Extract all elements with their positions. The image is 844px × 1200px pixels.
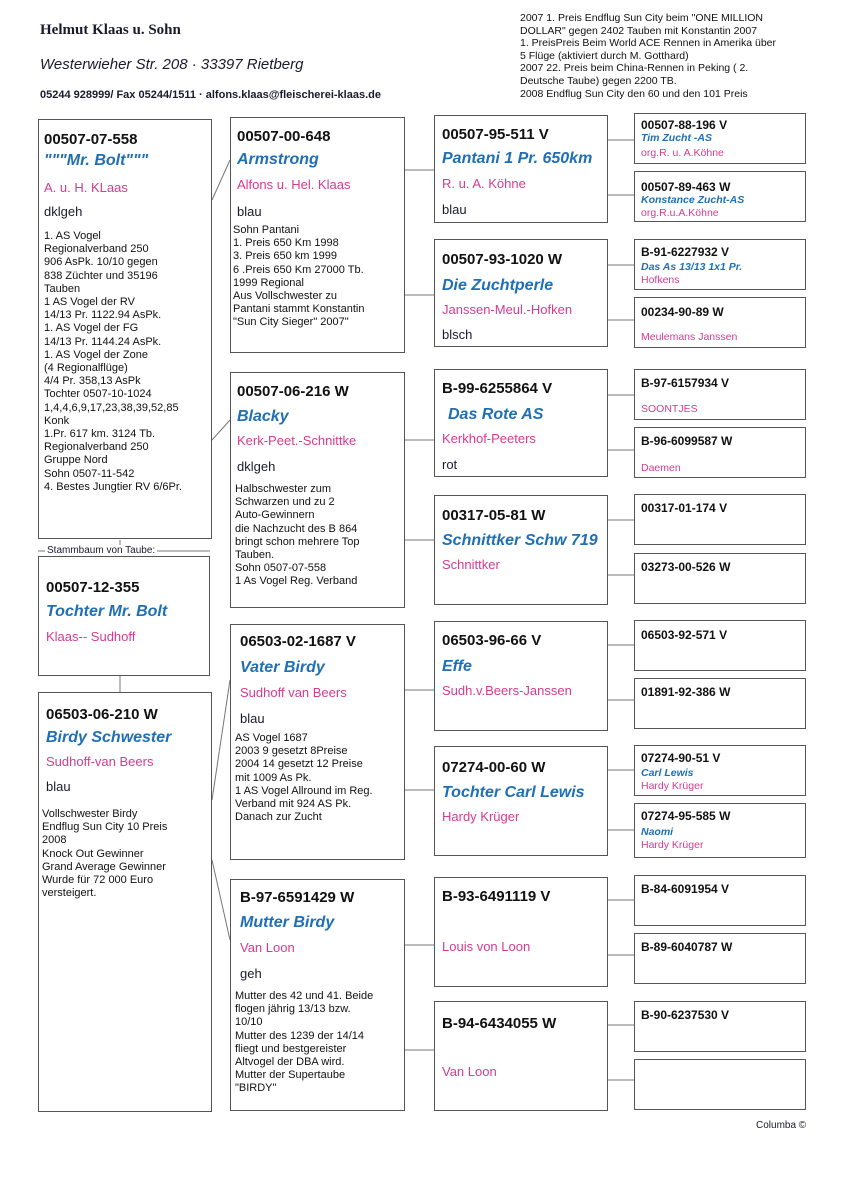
gen2-notes: Halbschwester zum Schwarzen und zu 2 Auto-Gewinnern die Nachzucht des B 864 bringt schon mehrere Top Tauben. Sohn 0507-07-558 1 As Vogel Reg. Verband: [235, 483, 360, 588]
gen4-breeder: Meulemans Janssen: [641, 331, 738, 343]
gen2-card: [230, 372, 405, 608]
gen3-name: Die Zuchtperle: [442, 277, 554, 294]
dam-card: [38, 692, 212, 1112]
gen3-card: [434, 621, 608, 731]
gen4-card: [634, 678, 806, 729]
gen3-breeder: Louis von Loon: [442, 939, 531, 954]
dam-color: blau: [46, 779, 71, 794]
gen3-ring: 00317-05-81 W: [442, 507, 546, 524]
breeder-address: Westerwieher Str. 208 · 33397 Rietberg: [40, 56, 304, 73]
sire-ring: 00507-07-558: [44, 131, 138, 148]
sire-color: dklgeh: [44, 204, 83, 219]
gen4-card: [634, 113, 806, 164]
stammbaum-label: Stammbaum von Taube:: [47, 545, 156, 556]
gen4-ring: 07274-90-51 V: [641, 751, 721, 765]
gen3-ring: 06503-96-66 V: [442, 632, 542, 649]
gen4-ring: B-84-6091954 V: [641, 882, 730, 896]
gen3-card: [434, 369, 608, 477]
dam-name: Birdy Schwester: [46, 729, 172, 746]
gen2-breeder: Kerk-Peet.-Schnittke: [237, 433, 357, 448]
gen4-breeder: org.R. u. A.Köhne: [641, 147, 724, 159]
gen4-ring: B-90-6237530 V: [641, 1008, 730, 1022]
gen4-card: [634, 553, 806, 604]
gen2-ring: 00507-06-216 W: [237, 383, 349, 400]
gen4-ring: 03273-00-526 W: [641, 560, 731, 574]
gen3-breeder: Hardy Krüger: [442, 809, 520, 824]
gen3-breeder: Van Loon: [442, 1064, 497, 1079]
gen4-ring: 00234-90-89 W: [641, 305, 724, 319]
gen2-card: [230, 624, 405, 860]
gen4-ring: B-97-6157934 V: [641, 376, 730, 390]
gen4-card: [634, 239, 806, 290]
gen3-name: Pantani 1 Pr. 650km: [442, 150, 593, 167]
gen2-breeder: Alfons u. Hel. Klaas: [237, 177, 351, 192]
gen3-card: [434, 877, 608, 987]
gen4-card: [634, 620, 806, 671]
gen2-breeder: Van Loon: [240, 940, 295, 955]
gen3-card: [434, 495, 608, 605]
gen3-color: blsch: [442, 327, 473, 342]
gen4-card: [634, 369, 806, 420]
gen3-ring: 07274-00-60 W: [442, 759, 546, 776]
gen2-name: Armstrong: [237, 151, 319, 168]
gen4-ring: 06503-92-571 V: [641, 628, 728, 642]
gen2-card: [230, 117, 405, 353]
gen4-card: [634, 933, 806, 984]
gen2-name: Mutter Birdy: [240, 914, 335, 931]
gen4-card: [634, 803, 806, 858]
gen3-ring: 00507-93-1020 W: [442, 251, 563, 268]
gen3-ring: B-99-6255864 V: [442, 380, 553, 397]
gen3-color: rot: [442, 457, 458, 472]
gen2-breeder: Sudhoff van Beers: [240, 685, 347, 700]
gen2-color: geh: [240, 966, 262, 981]
gen4-ring: 07274-95-585 W: [641, 809, 731, 823]
sire-notes: 1. AS Vogel Regionalverband 250 906 AsPk. 10/10 gegen 838 Züchter und 35196 Tauben 1 AS Vogel der RV 14/13 Pr. 1122.94 AsPk. 1. AS Vogel der FG 14/13 Pr. 1144.24 AsPk. 1. AS Vogel der Zone (4 Regionalflüge) 4/4 Pr. 358,13 AsPk Tochter 0507-10-1024 1,4,4,6,9,17,23,38,39,52,85 Konk 1.Pr. 617 km. 3124 Tb. Regionalverband 250 Gruppe Nord Sohn 0507-11-542 4. Bestes Jungtier RV 6/6Pr.: [44, 230, 182, 493]
gen2-ring: 06503-02-1687 V: [240, 633, 356, 650]
gen3-card: [434, 1001, 608, 1111]
gen2-name: Vater Birdy: [240, 659, 325, 676]
gen4-ring: 00507-88-196 V: [641, 118, 728, 132]
gen2-color: blau: [240, 711, 265, 726]
subject-breeder: Klaas-- Sudhoff: [46, 629, 136, 644]
gen4-breeder: Hofkens: [641, 274, 680, 286]
gen3-ring: B-94-6434055 W: [442, 1015, 557, 1032]
gen3-breeder: Sudh.v.Beers-Janssen: [442, 683, 572, 698]
gen4-name: Das As 13/13 1x1 Pr.: [641, 261, 743, 273]
gen4-breeder: Daemen: [641, 462, 681, 474]
gen3-ring: 00507-95-511 V: [442, 126, 549, 143]
gen3-breeder: R. u. A. Köhne: [442, 176, 526, 191]
gen4-card: [634, 1059, 806, 1110]
gen4-card: [634, 427, 806, 478]
gen3-card: [434, 115, 608, 223]
gen2-card: [230, 879, 405, 1111]
gen2-ring: B-97-6591429 W: [240, 889, 355, 906]
dam-ring: 06503-06-210 W: [46, 706, 158, 723]
gen2-notes: Mutter des 42 und 41. Beide flogen jährig 13/13 bzw. 10/10 Mutter des 1239 der 14/14 fliegt und bestgereister Altvogel der DBA wird. Mutter der Supertaube "BIRDY": [235, 990, 374, 1095]
gen3-breeder: Schnittker: [442, 557, 500, 572]
gen2-color: dklgeh: [237, 459, 276, 474]
gen4-ring: 00317-01-174 V: [641, 501, 728, 515]
gen2-ring: 00507-00-648: [237, 128, 331, 145]
gen4-card: [634, 745, 806, 796]
gen3-card: [434, 239, 608, 347]
gen4-breeder: Hardy Krüger: [641, 780, 704, 792]
subject-ring: 00507-12-355: [46, 579, 140, 596]
gen3-color: blau: [442, 202, 467, 217]
gen3-name: Schnittker Schw 719: [442, 532, 598, 549]
gen4-ring: B-89-6040787 W: [641, 940, 733, 954]
gen2-notes: Sohn Pantani 1. Preis 650 Km 1998 3. Preis 650 km 1999 6 .Preis 650 Km 27000 Tb. 1999 Regional Aus Vollschwester zu Pantani stammt Konstantin "Sun City Sieger" 2007": [233, 224, 365, 329]
gen4-name: Carl Lewis: [641, 767, 694, 779]
achievements-note: 2007 1. Preis Endflug Sun City beim "ONE MILLION DOLLAR" gegen 2402 Tauben mit Konstantin 2007 1. PreisPreis Beim World ACE Rennen in Amerika über 5 Flüge (aktiviert durch M. Gotthard) 2007 22. Preis beim China-Rennen in Peking ( 2. Deutsche Taube) gegen 2200 TB. 2008 Endflug Sun City den 60 und den 101 Preis: [520, 12, 776, 100]
gen4-card: [634, 1001, 806, 1052]
gen4-card: [634, 494, 806, 545]
gen3-name: Das Rote AS: [448, 406, 544, 423]
gen4-card: [634, 171, 806, 222]
gen3-name: Tochter Carl Lewis: [442, 784, 585, 801]
gen3-ring: B-93-6491119 V: [442, 888, 551, 905]
gen2-notes: AS Vogel 1687 2003 9 gesetzt 8Preise 2004 14 gesetzt 12 Preise mit 1009 As Pk. 1 AS Vogel Allround im Reg. Verband mit 924 AS Pk. Danach zur Zucht: [235, 732, 373, 824]
gen4-breeder: org.R.u.A.Köhne: [641, 207, 719, 219]
gen2-name: Blacky: [237, 408, 289, 425]
gen3-breeder: Janssen-Meul.-Hofken: [442, 302, 573, 317]
gen4-ring: B-91-6227932 V: [641, 245, 730, 259]
gen2-color: blau: [237, 204, 262, 219]
sire-card: [38, 119, 212, 539]
dam-notes: Vollschwester Birdy Endflug Sun City 10 Preis 2008 Knock Out Gewinner Grand Average Gewinner Wurde für 72 000 Euro versteigert.: [42, 808, 168, 900]
subject-card: [38, 556, 210, 676]
gen4-breeder: SOONTJES: [641, 403, 698, 415]
gen4-card: [634, 297, 806, 348]
gen4-ring: 00507-89-463 W: [641, 180, 731, 194]
sire-name: """Mr. Bolt""": [44, 152, 149, 169]
breeder-contact: 05244 928999/ Fax 05244/1511 · alfons.klaas@fleischerei-klaas.de: [40, 89, 381, 101]
gen4-card: [634, 875, 806, 926]
footer-copyright: Columba ©: [756, 1120, 807, 1131]
gen3-name: Effe: [442, 658, 472, 675]
gen4-ring: 01891-92-386 W: [641, 685, 731, 699]
gen4-name: Konstance Zucht-AS: [641, 194, 745, 206]
dam-breeder: Sudhoff-van Beers: [46, 754, 154, 769]
gen3-breeder: Kerkhof-Peeters: [442, 431, 536, 446]
gen4-name: Tim Zucht -AS: [641, 132, 712, 144]
breeder-title: Helmut Klaas u. Sohn: [40, 22, 181, 38]
subject-name: Tochter Mr. Bolt: [46, 603, 168, 620]
gen4-breeder: Hardy Krüger: [641, 839, 704, 851]
gen3-card: [434, 746, 608, 856]
gen4-ring: B-96-6099587 W: [641, 434, 733, 448]
sire-breeder: A. u. H. KLaas: [44, 180, 128, 195]
gen4-name: Naomi: [641, 826, 674, 838]
